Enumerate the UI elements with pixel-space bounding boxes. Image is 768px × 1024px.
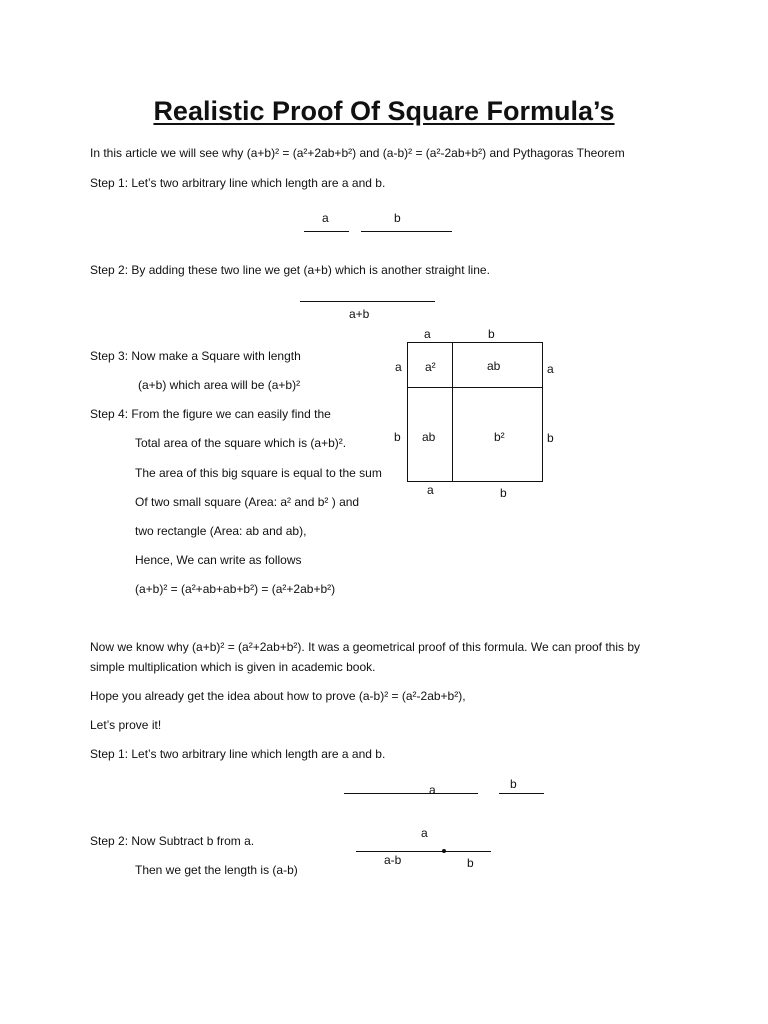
part1-step1: Step 1: Let’s two arbitrary line which length are a and b. <box>90 176 386 190</box>
part1-step3-line1: Step 3: Now make a Square with length <box>90 349 301 363</box>
part1-step4-line7: (a+b)² = (a²+ab+ab+b²) = (a²+2ab+b²) <box>135 582 336 596</box>
part1-step3-line2: (a+b) which area will be (a+b)² <box>138 378 301 392</box>
part1-step4-line3: The area of this big square is equal to the sum <box>135 466 382 480</box>
part2-step2-line1: Step 2: Now Subtract b from a. <box>90 834 255 848</box>
subtraction-line <box>356 851 491 852</box>
figure-top-b: b <box>488 327 495 341</box>
segment-b-label: b <box>394 211 401 225</box>
part2-step1: Step 1: Let’s two arbitrary line which length are a and b. <box>90 747 386 761</box>
subtraction-b-label: b <box>467 856 474 870</box>
page-title: Realistic Proof Of Square Formula’s <box>153 96 615 126</box>
square-divider-horizontal <box>407 387 543 388</box>
subtraction-a-label: a <box>421 826 428 840</box>
segment-a-label: a <box>322 211 329 225</box>
segment-a-plus-b-label: a+b <box>349 307 370 321</box>
figure-left-b: b <box>394 430 401 444</box>
part1-step4-line2: Total area of the square which is (a+b)². <box>135 436 347 450</box>
part1-step2: Step 2: By adding these two line we get (a+b) which is another straight line. <box>90 263 490 277</box>
part2-step2-line2: Then we get the length is (a-b) <box>135 863 298 877</box>
cell-ab-bottom: ab <box>422 430 436 444</box>
figure-right-a: a <box>547 362 554 376</box>
intro-text: In this article we will see why (a+b)² = (a²+2ab+b²) and (a-b)² = (a²-2ab+b²) and Pythagoras Theorem <box>90 146 625 160</box>
cell-ab-top: ab <box>487 359 501 373</box>
part1-step4-line1: Step 4: From the figure we can easily find the <box>90 407 331 421</box>
part1-step4-line5: two rectangle (Area: ab and ab), <box>135 524 307 538</box>
part2-para1-line2: simple multiplication which is given in academic book. <box>90 660 376 674</box>
figure-bottom-a: a <box>427 483 434 497</box>
figure-bottom-b: b <box>500 486 507 500</box>
part2-segment-b-label: b <box>510 777 517 791</box>
figure-top-a: a <box>424 327 431 341</box>
figure-right-b: b <box>547 431 554 445</box>
cell-b-squared: b² <box>494 430 505 444</box>
part2-para1-line1: Now we know why (a+b)² = (a²+2ab+b²). It was a geometrical proof of this formula. We can proof this by <box>90 640 641 654</box>
subtraction-a-minus-b-label: a-b <box>384 853 402 867</box>
square-divider-vertical <box>452 342 453 482</box>
part1-step4-line6: Hence, We can write as follows <box>135 553 302 567</box>
figure-left-a: a <box>395 360 402 374</box>
part2-para3: Let’s prove it! <box>90 718 162 732</box>
part2-segment-a-label: a <box>429 783 436 797</box>
subtraction-point <box>442 849 446 853</box>
part2-para2: Hope you already get the idea about how to prove (a-b)² = (a²-2ab+b²), <box>90 689 466 703</box>
part1-step4-line4: Of two small square (Area: a² and b² ) and <box>135 495 360 509</box>
cell-a-squared: a² <box>425 360 436 374</box>
